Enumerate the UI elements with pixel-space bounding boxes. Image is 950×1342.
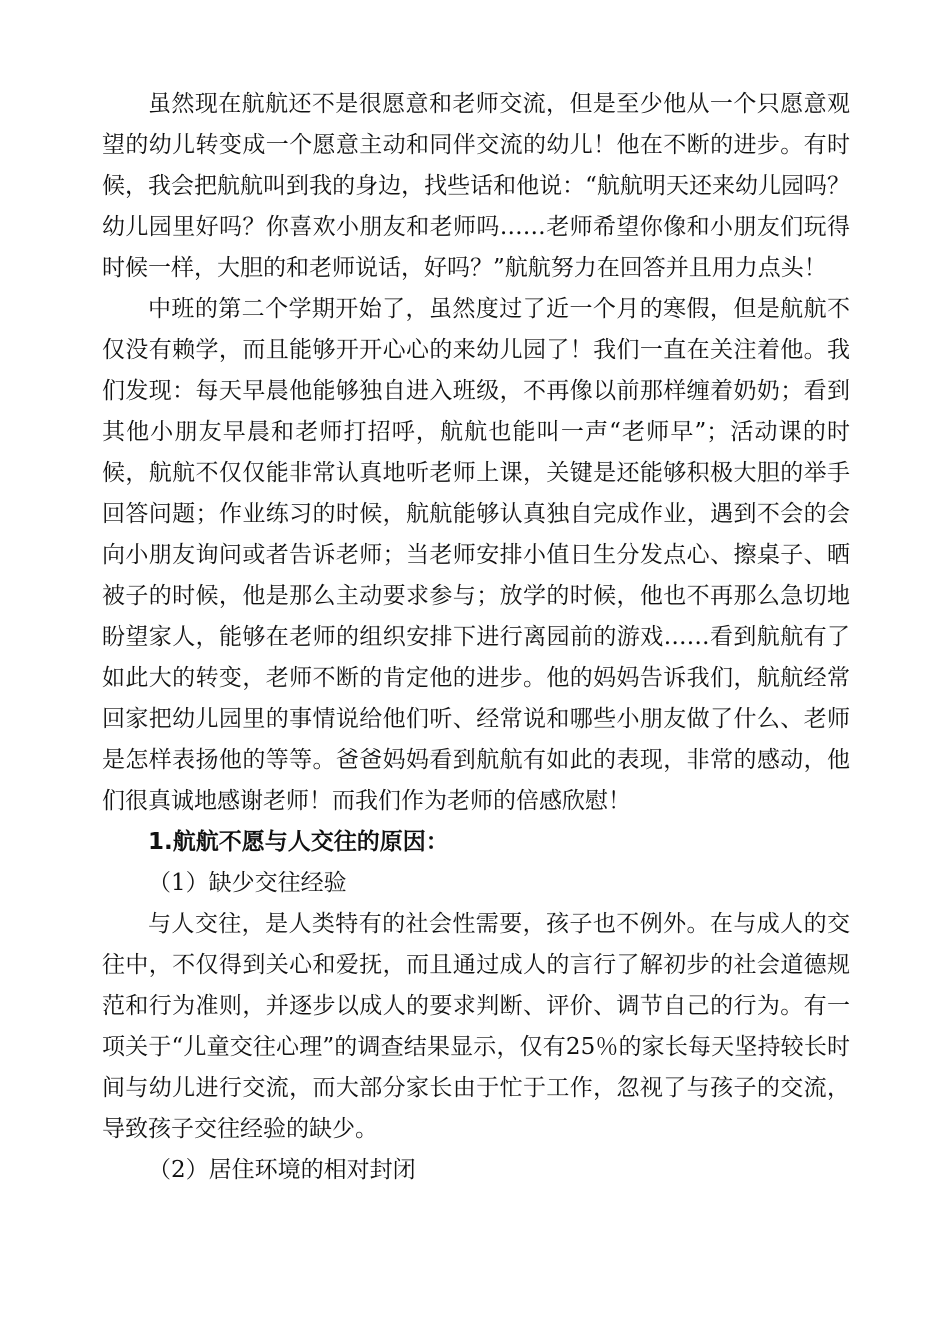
subsection-heading-2: （2）居住环境的相对封闭 xyxy=(148,1157,416,1183)
body-paragraph-1: 虽然现在航航还不是很愿意和老师交流，但是至少他从一个只愿意观望的幼儿转变成一个愿意主动和同伴交流的幼儿！他在不断的进步。有时候，我会把航航叫到我的身边，找些话和他说：“航航明天还来幼儿园吗？幼儿园里好吗？你喜欢小朋友和老师吗……老师希望你像和小朋友们玩得时候一样，大胆的和老师说话，好吗？”航航努力在回答并且用力点头！ xyxy=(102,91,850,281)
section-heading: 1.航航不愿与人交往的原因： xyxy=(148,829,449,855)
document-body xyxy=(102,84,850,1191)
body-paragraph-2: 中班的第二个学期开始了，虽然度过了近一个月的寒假，但是航航不仅没有赖学，而且能够开开心心的来幼儿园了！我们一直在关注着他。我们发现：每天早晨他能够独自进入班级，不再像以前那样缠着奶奶；看到其他小朋友早晨和老师打招呼，航航也能叫一声“老师早”；活动课的时候，航航不仅仅能非常认真地听老师上课，关键是还能够积极大胆的举手回答问题；作业练习的时候，航航能够认真独自完成作业，遇到不会的会向小朋友询问或者告诉老师；当老师安排小值日生分发点心、擦桌子、晒被子的时候，他是那么主动要求参与；放学的时候，他也不再那么急切地盼望家人，能够在老师的组织安排下进行离园前的游戏……看到航航有了如此大的转变，老师不断的肯定他的进步。他的妈妈告诉我们，航航经常回家把幼儿园里的事情说给他们听、经常说和哪些小朋友做了什么、老师是怎样表扬他的等等。爸爸妈妈看到航航有如此的表现，非常的感动，他们很真诚地感谢老师！而我们作为老师的倍感欣慰！ xyxy=(102,296,850,814)
subsection-paragraph-1: 与人交往，是人类特有的社会性需要，孩子也不例外。在与成人的交往中，不仅得到关心和爱抚，而且通过成人的言行了解初步的社会道德规范和行为准则，并逐步以成人的要求判断、评价、调节自己的行为。有一项关于“儿童交往心理”的调查结果显示，仅有25％的家长每天坚持较长时间与幼儿进行交流，而大部分家长由于忙于工作，忽视了与孩子的交流，导致孩子交往经验的缺少。 xyxy=(102,911,850,1142)
subsection-heading-1: （1）缺少交往经验 xyxy=(148,870,347,896)
